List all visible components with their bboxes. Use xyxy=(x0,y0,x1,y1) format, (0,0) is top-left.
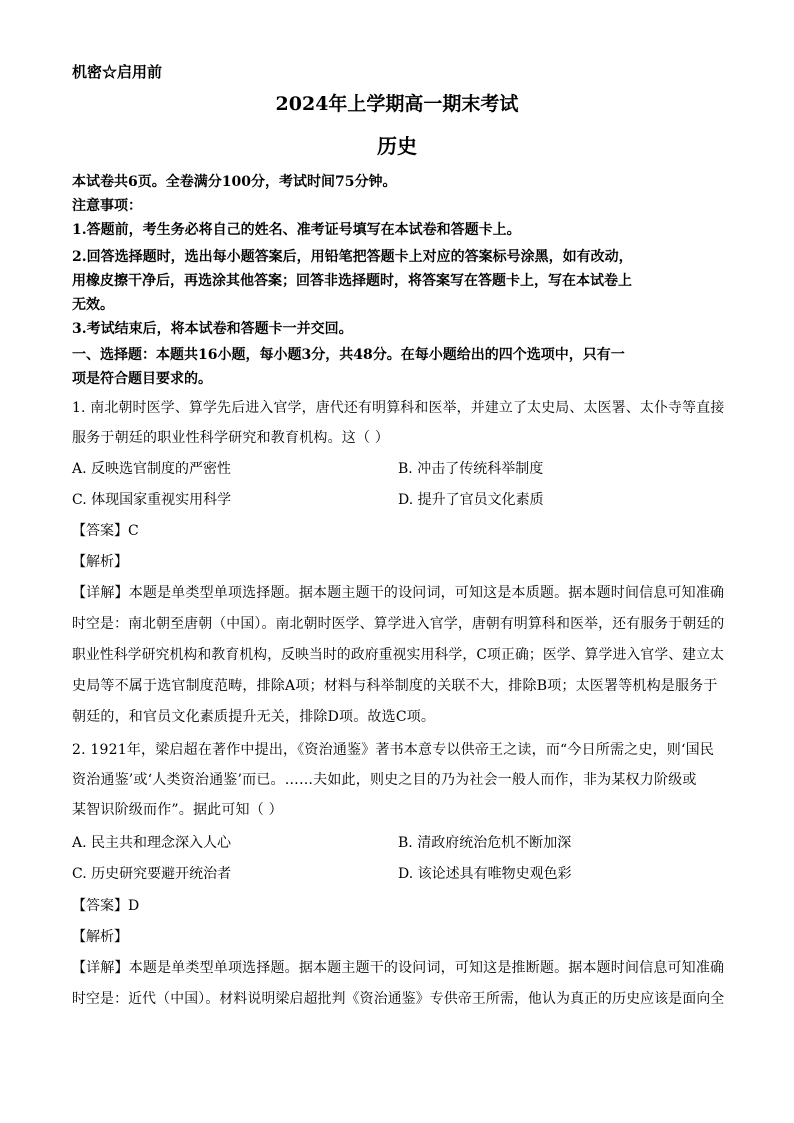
section-heading-line-2: 项是符合题目要求的。 xyxy=(72,371,212,387)
confidential-label: 机密☆启用前 xyxy=(72,63,163,81)
note-1: 1.答题前，考生务必将自己的姓名、准考证号填写在本试卷和答题卡上。 xyxy=(72,222,521,238)
q1-detail-line-1: 【详解】本题是单类型单项选择题。据本题主题干的设问词，可知这是本质题。据本题时间信息可知准确 xyxy=(72,585,725,601)
notes-heading: 注意事项： xyxy=(72,198,142,214)
q2-stem-line-3: 某智识阶级而作”。据此可知（ ） xyxy=(72,802,283,818)
q2-stem-line-1: 2. 1921年，梁启超在著作中提出，《资治通鉴》著书本意专以供帝王之读，而“今日所需之史，则‘国民 xyxy=(72,742,715,758)
q1-option-b: B. 冲击了传统科举制度 xyxy=(398,461,544,477)
q2-answer: 【答案】D xyxy=(72,898,140,914)
q2-option-a: A. 民主共和理念深入人心 xyxy=(72,835,232,851)
note-2-line-1: 2.回答选择题时，选出每小题答案后，用铅笔把答题卡上对应的答案标号涂黑，如有改动， xyxy=(72,249,633,265)
q1-option-d: D. 提升了官员文化素质 xyxy=(398,492,544,508)
q2-option-d: D. 该论述具有唯物史观色彩 xyxy=(398,866,572,882)
q1-answer: 【答案】C xyxy=(72,523,139,539)
q1-option-c: C. 体现国家重视实用科学 xyxy=(72,492,232,508)
note-3: 3.考试结束后，将本试卷和答题卡一并交回。 xyxy=(72,321,353,337)
q1-detail-line-4: 史局等不属于选官制度范畴，排除A项；材料与科举制度的关联不大，排除B项；太医署等机构是服务于 xyxy=(72,678,718,694)
q1-detail-line-2: 时空是：南北朝至唐朝（中国）。南北朝时医学、算学进入官学，唐朝有明算科和医举，还有服务于朝廷的 xyxy=(72,616,725,632)
q1-stem-line-1: 1. 南北朝时医学、算学先后进入官学，唐代还有明算科和医举，并建立了太史局、太医署、太仆寺等直接 xyxy=(72,400,725,416)
q2-detail-line-1: 【详解】本题是单类型单项选择题。据本题主题干的设问词，可知这是推断题。据本题时间信息可知准确 xyxy=(72,960,725,976)
q1-option-a: A. 反映选官制度的严密性 xyxy=(72,461,232,477)
q1-analysis-label: 【解析】 xyxy=(72,554,128,570)
subject-title: 历史 xyxy=(377,134,417,158)
q1-detail-line-3: 职业性科学研究机构和教育机构，反映当时的政府重视实用科学，C项正确；医学、算学进入官学、建立太 xyxy=(72,647,725,663)
note-2-line-2: 用橡皮擦干净后，再选涂其他答案；回答非选择题时，将答案写在答题卡上，写在本试卷上 xyxy=(72,273,632,289)
q2-detail-line-2: 时空是：近代（中国）。材料说明梁启超批判《资治通鉴》专供帝王所需，他认为真正的历史应该是面向全 xyxy=(72,991,725,1007)
exam-title: 2024年上学期高一期末考试 xyxy=(275,93,519,115)
q2-option-c: C. 历史研究要避开统治者 xyxy=(72,866,232,882)
exam-info: 本试卷共6页。全卷满分100分，考试时间75分钟。 xyxy=(72,174,397,190)
q2-analysis-label: 【解析】 xyxy=(72,929,128,945)
q1-stem-line-2: 服务于朝廷的职业性科学研究和教育机构。这（ ） xyxy=(72,430,390,446)
q1-detail-line-5: 朝廷的，和官员文化素质提升无关，排除D项。故选C项。 xyxy=(72,709,436,725)
q2-option-b: B. 清政府统治危机不断加深 xyxy=(398,835,572,851)
note-2-line-3: 无效。 xyxy=(72,297,114,313)
section-heading-line-1: 一、选择题：本题共16小题，每小题3分，共48分。在每小题给出的四个选项中，只有一 xyxy=(72,347,625,363)
q2-stem-line-2: 资治通鉴’或‘人类资治通鉴’而已。……夫如此，则史之目的乃为社会一般人而作，非为某权力阶级或 xyxy=(72,772,697,788)
